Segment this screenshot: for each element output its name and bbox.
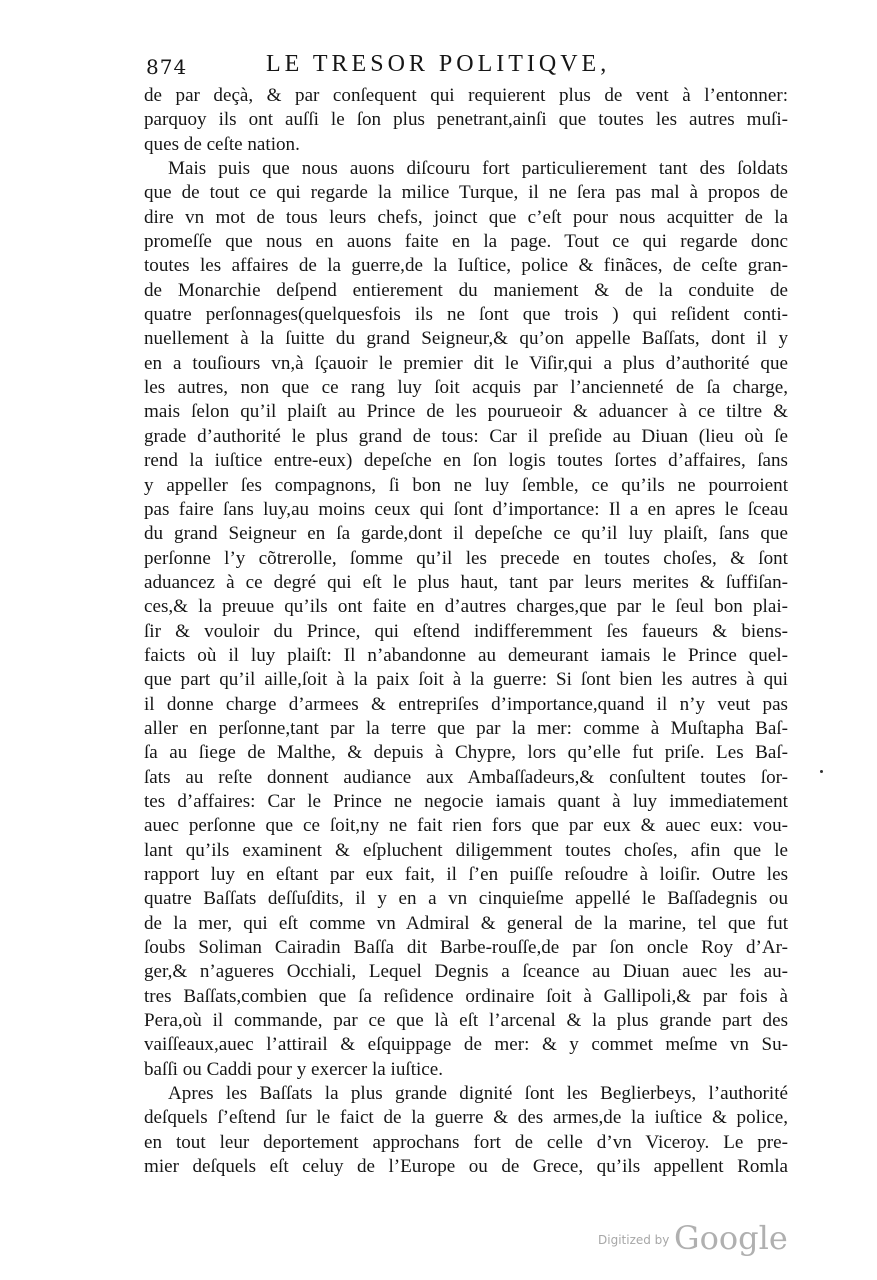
text-line: ſir & vouloir du Prince, qui eſtend indifferemment ſes faueurs & biens- [144,620,788,642]
running-title: LE TRESOR POLITIQVE, [266,51,611,77]
text-line: rend la iuſtice entre-eux) depeſche en ſon logis toutes ſortes d’affaires, ſans [144,450,788,472]
text-line: Apres les Baſſats la plus grande dignité ſont les Beglierbeys, l’authorité [168,1083,788,1105]
text-line: ſats au reſte donnent audiance aux Ambaſſadeurs,& conſultent toutes ſor- [144,766,788,788]
text-line: Pera,où il commande, par ce que là eſt l’arcenal & la plus grande part des [144,1010,788,1032]
text-line: que part qu’il aille,ſoit à la paix ſoit à la guerre: Si ſont bien les autres à qui [144,669,788,691]
digitized-label: Digitized by [598,1233,670,1247]
text-line: aller en perſonne,tant par la terre que par la mer: comme à Muſtapha Baſ- [144,717,788,739]
text-line: auec perſonne que ce ſoit,ny ne fait rien fors que par eux & auec eux: vou- [144,815,788,837]
text-line: nuellement à la ſuitte du grand Seigneur,& qu’on appelle Baſſats, dont il y [144,328,788,350]
text-line: deſquels ſ’eſtend ſur le faict de la guerre & des armes,de la iuſtice & police, [144,1107,788,1129]
text-line: ſa au ſiege de Malthe, & depuis à Chypre, lors qu’elle fut priſe. Les Baſ- [144,742,788,764]
text-line: pas faire ſans luy,au moins ceux qui ſont d’importance: Il a en apres le ſceau [144,498,788,520]
text-line: mais ſelon qu’il plaiſt au Prince de les pourueoir & aduancer à ce tiltre & [144,401,788,423]
text-line: y appeller ſes compagnons, ſi bon ne luy ſemble, ce qu’ils ne pourroient [144,474,788,496]
text-line: vaiſſeaux,auec l’attirail & eſquippage de mer: & y commet meſme vn Su- [144,1034,788,1056]
text-line: tres Baſſats,combien que ſa reſidence ordinaire ſoit à Gallipoli,& par fois à [144,985,788,1007]
text-line: baſſi ou Caddi pour y exercer la iuſtice. [144,1058,444,1080]
text-line: promeſſe que nous en auons faite en la page. Tout ce qui regarde donc [144,231,788,253]
text-line: lant qu’ils examinent & eſpluchent diligemment toutes choſes, afin que le [144,839,788,861]
text-line: il donne charge d’armees & entrepriſes d’importance,quand il n’y veut pas [144,693,788,715]
digitized-watermark [598,1219,798,1259]
text-line: parquoy ils ont auſſi le ſon plus penetrant,ainſi que toutes les autres muſi- [144,109,788,131]
text-line: en a touſiours vn,à ſçauoir le premier dit le Viſir,qui a plus d’authorité que [144,352,788,374]
text-line: quatre perſonnages(quelquesfois ils ne ſont que trois ) qui reſident conti- [144,304,788,326]
text-line: Mais puis que nous auons diſcouru fort particulierement tant des ſoldats [168,158,788,180]
text-line: les autres, non que ce rang luy ſoit acquis par l’ancienneté de ſa charge, [144,377,788,399]
text-line: mier deſquels eſt celuy de l’Europe ou de Grece, qu’ils appellent Romla [144,1156,788,1178]
text-line: ces,& la preuue qu’ils ont faite en d’autres charges,que par le ſeul bon plai- [144,596,788,618]
body-text [144,84,788,1179]
text-line: de par deçà, & par conſequent qui requierent plus de vent à l’entonner: [144,85,788,106]
text-line: perſonne l’y cõtrerolle, ſomme qu’il les precede en toutes choſes, & ſont [144,547,788,569]
text-line: en tout leur deportement approchans fort de celle d’vn Viceroy. Le pre- [144,1131,788,1153]
text-line: faicts où il luy plaiſt: Il n’abandonne au demeurant iamais le Prince quel- [144,644,788,666]
text-line: ques de ceſte nation. [144,133,300,155]
ink-speck [820,770,823,773]
page-header [146,51,684,87]
text-line: ſoubs Soliman Cairadin Baſſa dit Barbe-rouſſe,de par ſon oncle Roy d’Ar- [144,937,788,959]
text-line: rapport luy en eſtant par eux fait, il ſ’en puiſſe reſoudre à loiſir. Outre les [144,864,788,885]
text-line: que de tout ce qui regarde la milice Turque, il ne ſera pas mal à propos de [144,182,788,204]
text-line: du grand Seigneur en ſa garde,dont il depeſche ce qu’il luy plaiſt, ſans que [144,523,788,545]
text-line: aduancez à ce degré qui eſt le plus haut, tant par leurs merites & ſuffiſan- [144,571,788,593]
text-line: de Monarchie deſpend entierement du maniement & de la conduite de [144,279,788,301]
text-line: tes d’affaires: Car le Prince ne negocie iamais quant à luy immediatement [144,790,788,812]
text-line: grade d’authorité le plus grand de tous: Car il preſide au Diuan (lieu où ſe [144,425,788,447]
page-number: 874 [146,55,188,79]
text-line: dire vn mot de tous leurs chefs, joinct que c’eſt pour nous acquitter de la [144,206,788,228]
google-logo-icon: Google [674,1219,788,1257]
text-line: ger,& n’agueres Occhiali, Lequel Degnis a ſceance au Diuan auec les au- [144,961,788,983]
text-line: toutes les affaires de la guerre,de la Iuſtice, police & finãces, de ceſte gran- [144,255,788,277]
text-line: quatre Baſſats deſſuſdits, il y en a vn cinquieſme appellé le Baſſadegnis ou [144,888,788,910]
text-line: de la mer, qui eſt comme vn Admiral & general de la marine, tel que fut [144,912,788,934]
